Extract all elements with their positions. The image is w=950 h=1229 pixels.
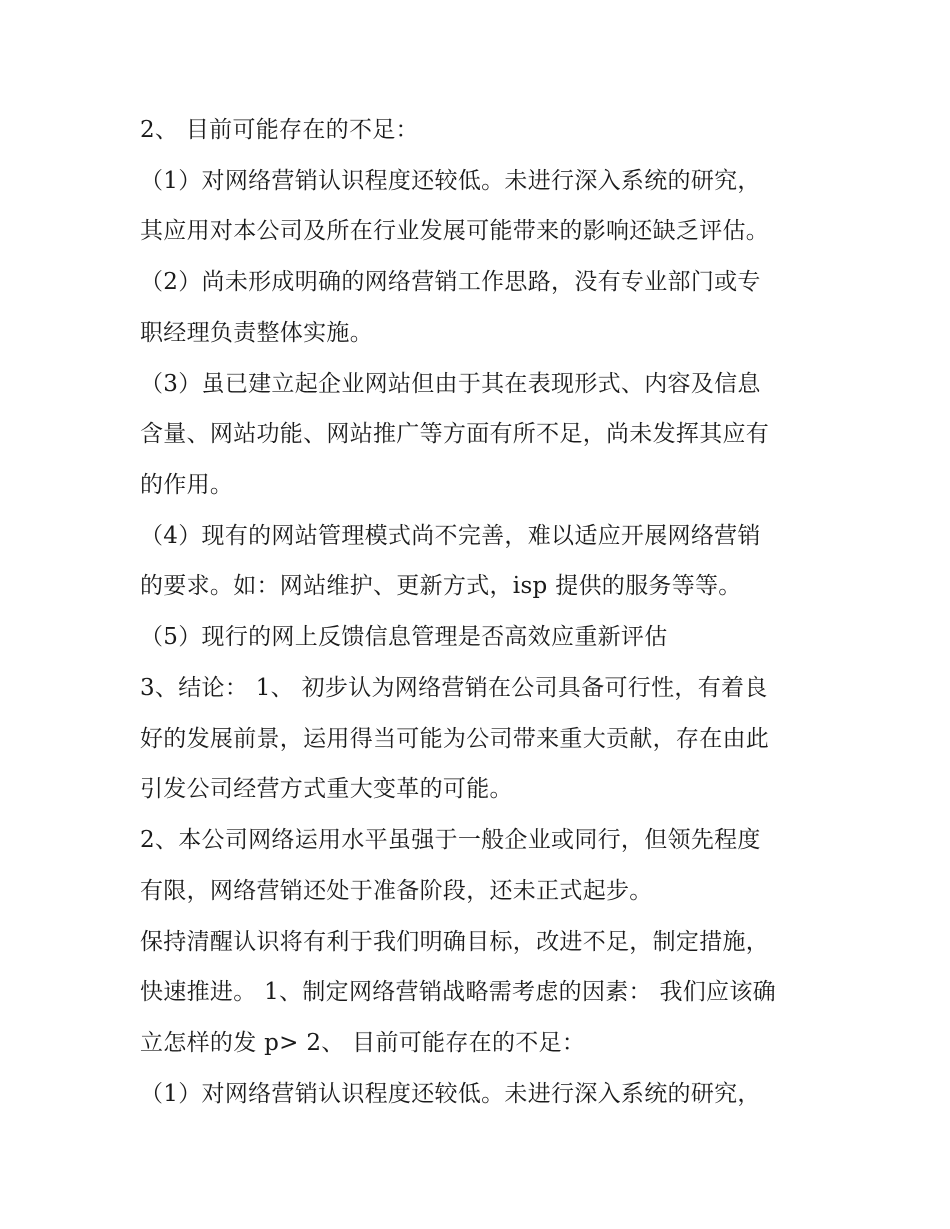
text-line: 好的发展前景，运用得当可能为公司带来重大贡献，存在由此 <box>140 726 770 752</box>
text-line: 3、结论： 1、 初步认为网络营销在公司具备可行性，有着良 <box>140 675 768 701</box>
text-line: 的要求。如：网站维护、更新方式，isp 提供的服务等等。 <box>140 573 742 599</box>
text-line: 的作用。 <box>140 472 234 498</box>
text-line: 引发公司经营方式重大变革的可能。 <box>140 776 513 802</box>
text-line: 其应用对本公司及所在行业发展可能带来的影响还缺乏评估。 <box>140 218 770 244</box>
text-line: （3）虽已建立起企业网站但由于其在表现形式、内容及信息 <box>140 371 761 397</box>
text-line: 2、本公司网络运用水平虽强于一般企业或同行，但领先程度 <box>140 827 761 853</box>
text-line: 职经理负责整体实施。 <box>140 320 373 346</box>
text-line: （1）对网络营销认识程度还较低。未进行深入系统的研究， <box>140 168 761 194</box>
text-line: 2、 目前可能存在的不足： <box>140 117 419 143</box>
text-line: （5）现行的网上反馈信息管理是否高效应重新评估 <box>140 624 668 650</box>
text-line: 有限，网络营销还处于准备阶段，还未正式起步。 <box>140 878 653 904</box>
text-line: （2）尚未形成明确的网络营销工作思路，没有专业部门或专 <box>140 269 761 295</box>
text-line: 立怎样的发 p> 2、 目前可能存在的不足： <box>140 1030 586 1056</box>
text-line: 保持清醒认识将有利于我们明确目标，改进不足，制定措施， <box>140 929 770 955</box>
text-line: （4）现有的网站管理模式尚不完善，难以适应开展网络营销 <box>140 523 761 549</box>
text-line: 含量、网站功能、网站推广等方面有所不足，尚未发挥其应有 <box>140 421 770 447</box>
text-line: （1）对网络营销认识程度还较低。未进行深入系统的研究， <box>140 1081 761 1107</box>
text-line: 快速推进。 1、制定网络营销战略需考虑的因素： 我们应该确 <box>140 979 776 1005</box>
